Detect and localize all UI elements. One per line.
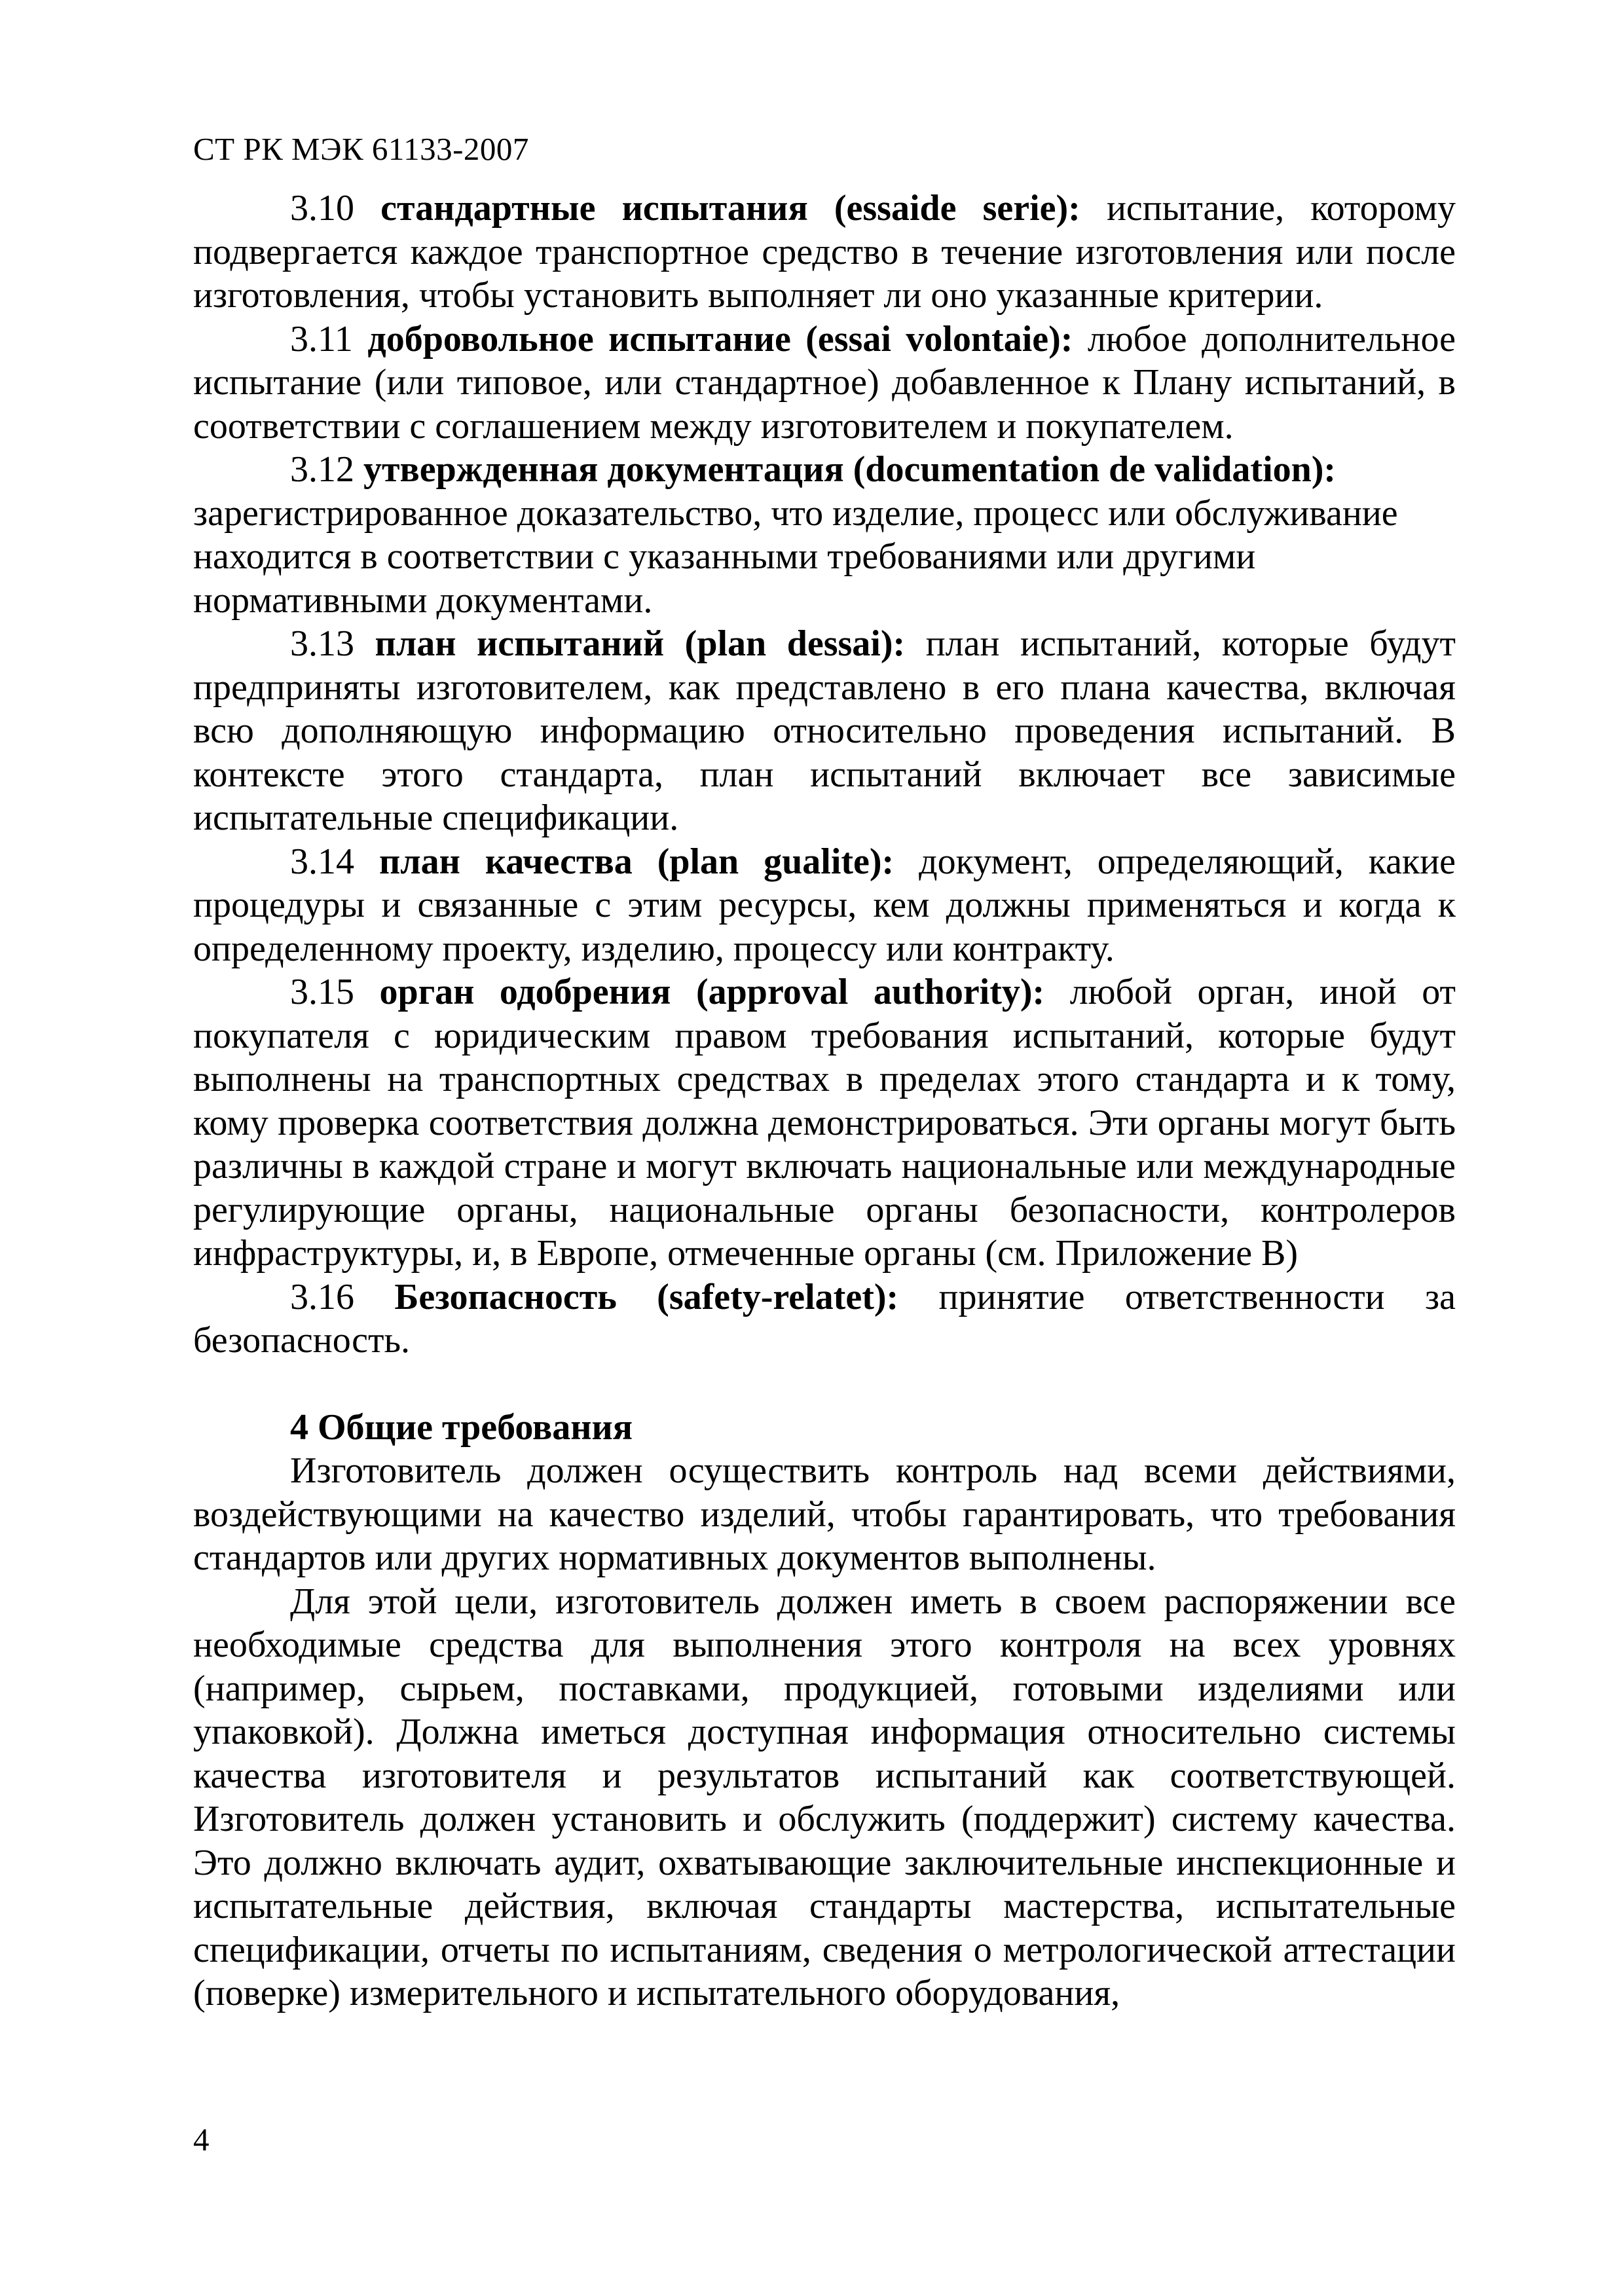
definition-number: 3.14 — [290, 841, 354, 882]
definition-text: принятие ответственности за безопасность. — [193, 1276, 1456, 1361]
definition-term: план испытаний (plan dessai): — [375, 623, 906, 664]
page-number: 4 — [193, 2121, 210, 2157]
definition-number: 3.15 — [290, 972, 354, 1012]
definition-text: любое дополнительное испытание (или типовое, или стандартное) добавленное к Плану испытаний, в соответствии с соглашением между изготовителем и покупателем. — [193, 318, 1456, 447]
definition-text: документ, определяющий, какие процедуры и связанные с этим ресурсы, кем должны применяться и когда к определенному проекту, изделию, процессу или контракту. — [193, 841, 1456, 969]
definition-3-12 — [193, 448, 1456, 622]
section-paragraph: Изготовитель должен осуществить контроль над всеми действиями, воздействующими на качество изделий, чтобы гарантировать, что требования стандартов или других нормативных документов выполнены. — [193, 1450, 1456, 1578]
definition-number: 3.12 — [290, 449, 354, 490]
definition-term: план качества (plan gualite): — [378, 841, 895, 882]
section-title: 4 Общие требования — [290, 1406, 633, 1448]
definition-3-13 — [193, 622, 1456, 840]
definition-term: добровольное испытание (essai volontaie): — [367, 318, 1073, 359]
definition-term: утвержденная документация (documentation de validation): — [363, 449, 1337, 490]
definition-3-15 — [193, 970, 1456, 1276]
definition-3-10 — [193, 187, 1456, 318]
definition-text: любой орган, иной от покупателя с юридическим правом требования испытаний, которые будут выполнены на транспортных средствах в пределах этого стандарта и к тому, кому проверка соответствия должна демонстрироваться. Эти органы могут быть различны в каждой стране и могут включать национальные или международные регулирующие органы, национальные органы безопасности, контролеров инфраструктуры, и, в Европе, отмеченные органы (см. Приложение В) — [193, 972, 1456, 1274]
definition-number: 3.11 — [290, 318, 353, 359]
document-body — [193, 187, 1456, 2015]
section-spacer — [193, 1363, 1456, 1406]
definition-term: Безопасность (safety-relatet): — [394, 1276, 899, 1317]
definition-number: 3.16 — [290, 1276, 354, 1317]
definition-3-11 — [193, 318, 1456, 449]
definition-term: стандартные испытания (essaide serie): — [380, 188, 1080, 229]
definition-term: орган одобрения (approval authority): — [379, 972, 1045, 1012]
definition-3-16 — [193, 1276, 1456, 1363]
document-code-header: СТ РК МЭК 61133-2007 — [193, 131, 529, 167]
definition-number: 3.13 — [290, 623, 354, 664]
definition-text: испытание, которому подвергается каждое транспортное средство в течение изготовления или после изготовления, чтобы установить выполняет ли оно указанные критерии. — [193, 188, 1456, 316]
section-paragraph: Для этой цели, изготовитель должен иметь в своем распоряжении все необходимые средства для выполнения этого контроля на всех уровнях (например, сырьем, поставками, продукцией, готовыми изделиями или упаковкой). Должна иметься доступная информация относительно системы качества изготовителя и результатов испытаний как соответствующей. Изготовитель должен установить и обслужить (поддержит) систему качества. Это должно включать аудит, охватывающие заключительные инспекционные и испытательные действия, включая стандарты мастерства, испытательные спецификации, отчеты по испытаниям, сведения о метрологической аттестации (поверке) измерительного и испытательного оборудования, — [193, 1581, 1456, 2013]
definition-3-14 — [193, 840, 1456, 971]
definition-text: план испытаний, которые будут предприняты изготовителем, как представлено в его плана качества, включая всю дополняющую информацию относительно проведения испытаний. В контексте этого стандарта, план испытаний включает все зависимые испытательные спецификации. — [193, 623, 1456, 838]
definition-number: 3.10 — [290, 188, 354, 229]
definition-text: зарегистрированное доказательство, что изделие, процесс или обслуживание находится в соответствии с указанными требованиями или другими нормативными документами. — [193, 492, 1398, 621]
